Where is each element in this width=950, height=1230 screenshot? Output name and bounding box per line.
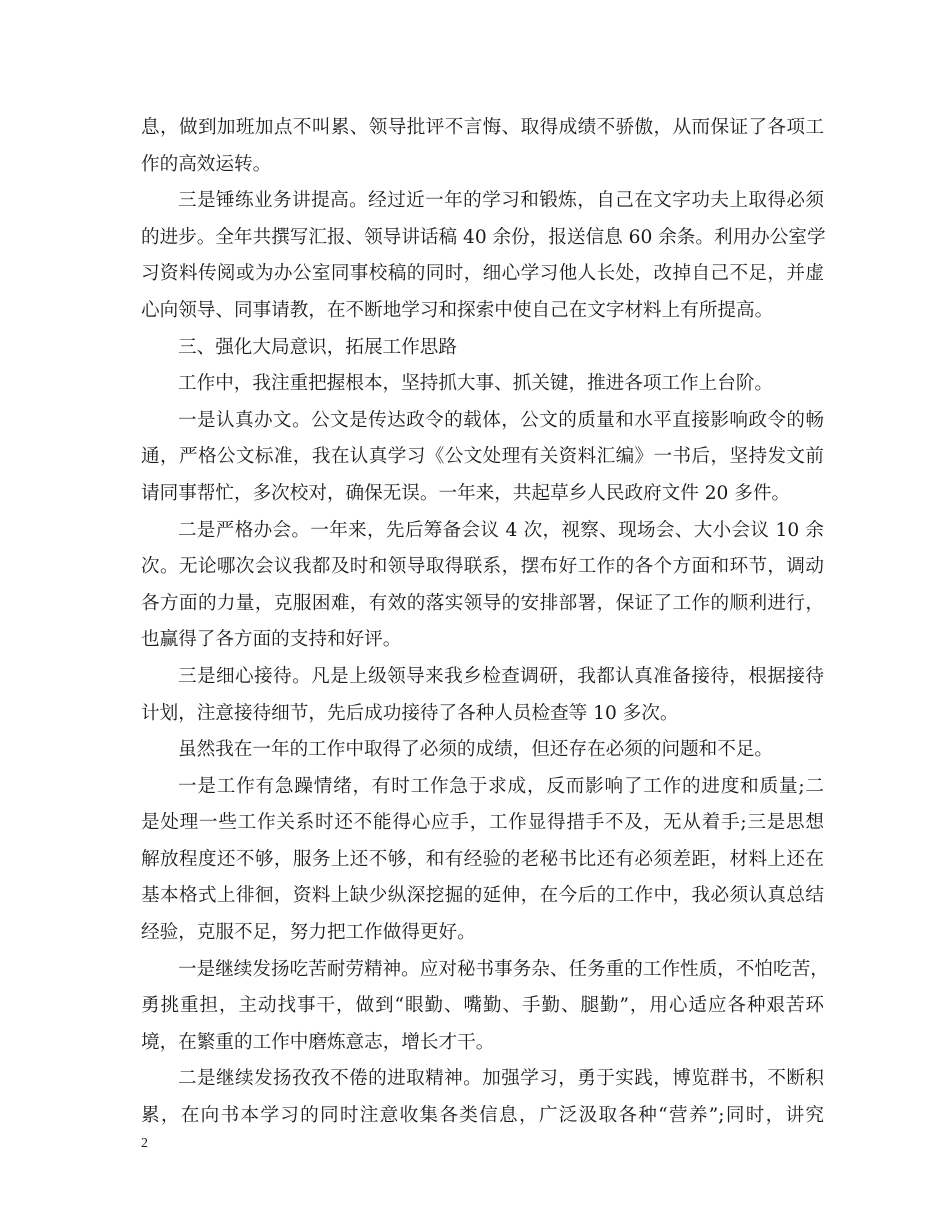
text-line: 三是细心接待。凡是上级领导来我乡检查调研，我都认真准备接待，根据接待 — [178, 665, 824, 687]
text-line: 虽然我在一年的工作中取得了必须的成绩，但还存在必须的问题和不足。 — [178, 739, 774, 761]
text-line: 习资料传阅或为办公室同事校稿的同时，细心学习他人长处，改掉自己不足，并虚 — [141, 263, 824, 285]
text-line: 一是认真办文。公文是传达政令的载体，公文的质量和水平直接影响政令的畅 — [178, 409, 824, 431]
text-line: 累，在向书本学习的同时注意收集各类信息，广泛汲取各种“营养”;同时，讲究 — [141, 1105, 824, 1127]
text-line: 息，做到加班加点不叫累、领导批评不言悔、取得成绩不骄傲，从而保证了各项工 — [141, 117, 824, 138]
text-line: 境，在繁重的工作中磨炼意志，增长才干。 — [141, 1031, 495, 1053]
text-line: 经验，克服不足，努力把工作做得更好。 — [141, 922, 476, 944]
text-line: 基本格式上徘徊，资料上缺少纵深挖掘的延伸，在今后的工作中，我必须认真总结 — [141, 885, 824, 907]
text-line: 勇挑重担，主动找事干，做到“眼勤、嘴勤、手勤、腿勤”，用心适应各种艰苦环 — [141, 995, 824, 1017]
page-number: 2 — [141, 1136, 148, 1151]
text-line: 三是锤练业务讲提高。经过近一年的学习和锻炼，自己在文字功夫上取得必须 — [178, 190, 824, 212]
text-line: 一是工作有急躁情绪，有时工作急于求成，反而影响了工作的进度和质量;二 — [178, 775, 824, 797]
document-body — [141, 110, 829, 1135]
text-line: 次。无论哪次会议我都及时和领导取得联系，摆布好工作的各个方面和环节，调动 — [141, 556, 824, 578]
text-line: 各方面的力量，克服困难，有效的落实领导的安排部署，保证了工作的顺利进行， — [141, 592, 824, 614]
text-line: 心向领导、同事请教，在不断地学习和探索中使自己在文字材料上有所提高。 — [141, 299, 774, 321]
text-line: 是处理一些工作关系时还不能得心应手，工作显得措手不及，无从着手;三是思想 — [141, 812, 824, 834]
text-line: 作的高效运转。 — [141, 153, 272, 175]
section-heading: 三、强化大局意识，拓展工作思路 — [178, 336, 457, 358]
text-line: 解放程度还不够，服务上还不够，和有经验的老秘书比还有必须差距，材料上还在 — [141, 848, 824, 870]
text-line: 的进步。全年共撰写汇报、领导讲话稿 40 余份，报送信息 60 余条。利用办公室学 — [141, 226, 826, 248]
text-line: 二是严格办会。一年来，先后筹备会议 4 次，视察、现场会、大小会议 10 余 — [178, 519, 824, 541]
text-line: 工作中，我注重把握根本，坚持抓大事、抓关键，推进各项工作上台阶。 — [178, 373, 774, 395]
text-line: 请同事帮忙，多次校对，确保无误。一年来，共起草乡人民政府文件 20 多件。 — [141, 482, 791, 504]
text-line: 计划，注意接待细节，先后成功接待了各种人员检查等 10 多次。 — [141, 702, 679, 724]
text-line: 二是继续发扬孜孜不倦的进取精神。加强学习，勇于实践，博览群书，不断积 — [178, 1068, 824, 1090]
text-line: 一是继续发扬吃苦耐劳精神。应对秘书事务杂、任务重的工作性质，不怕吃苦， — [178, 958, 829, 980]
text-line: 通，严格公文标准，我在认真学习《公文处理有关资料汇编》一书后，坚持发文前 — [141, 446, 824, 468]
text-line: 也赢得了各方面的支持和好评。 — [141, 629, 402, 651]
